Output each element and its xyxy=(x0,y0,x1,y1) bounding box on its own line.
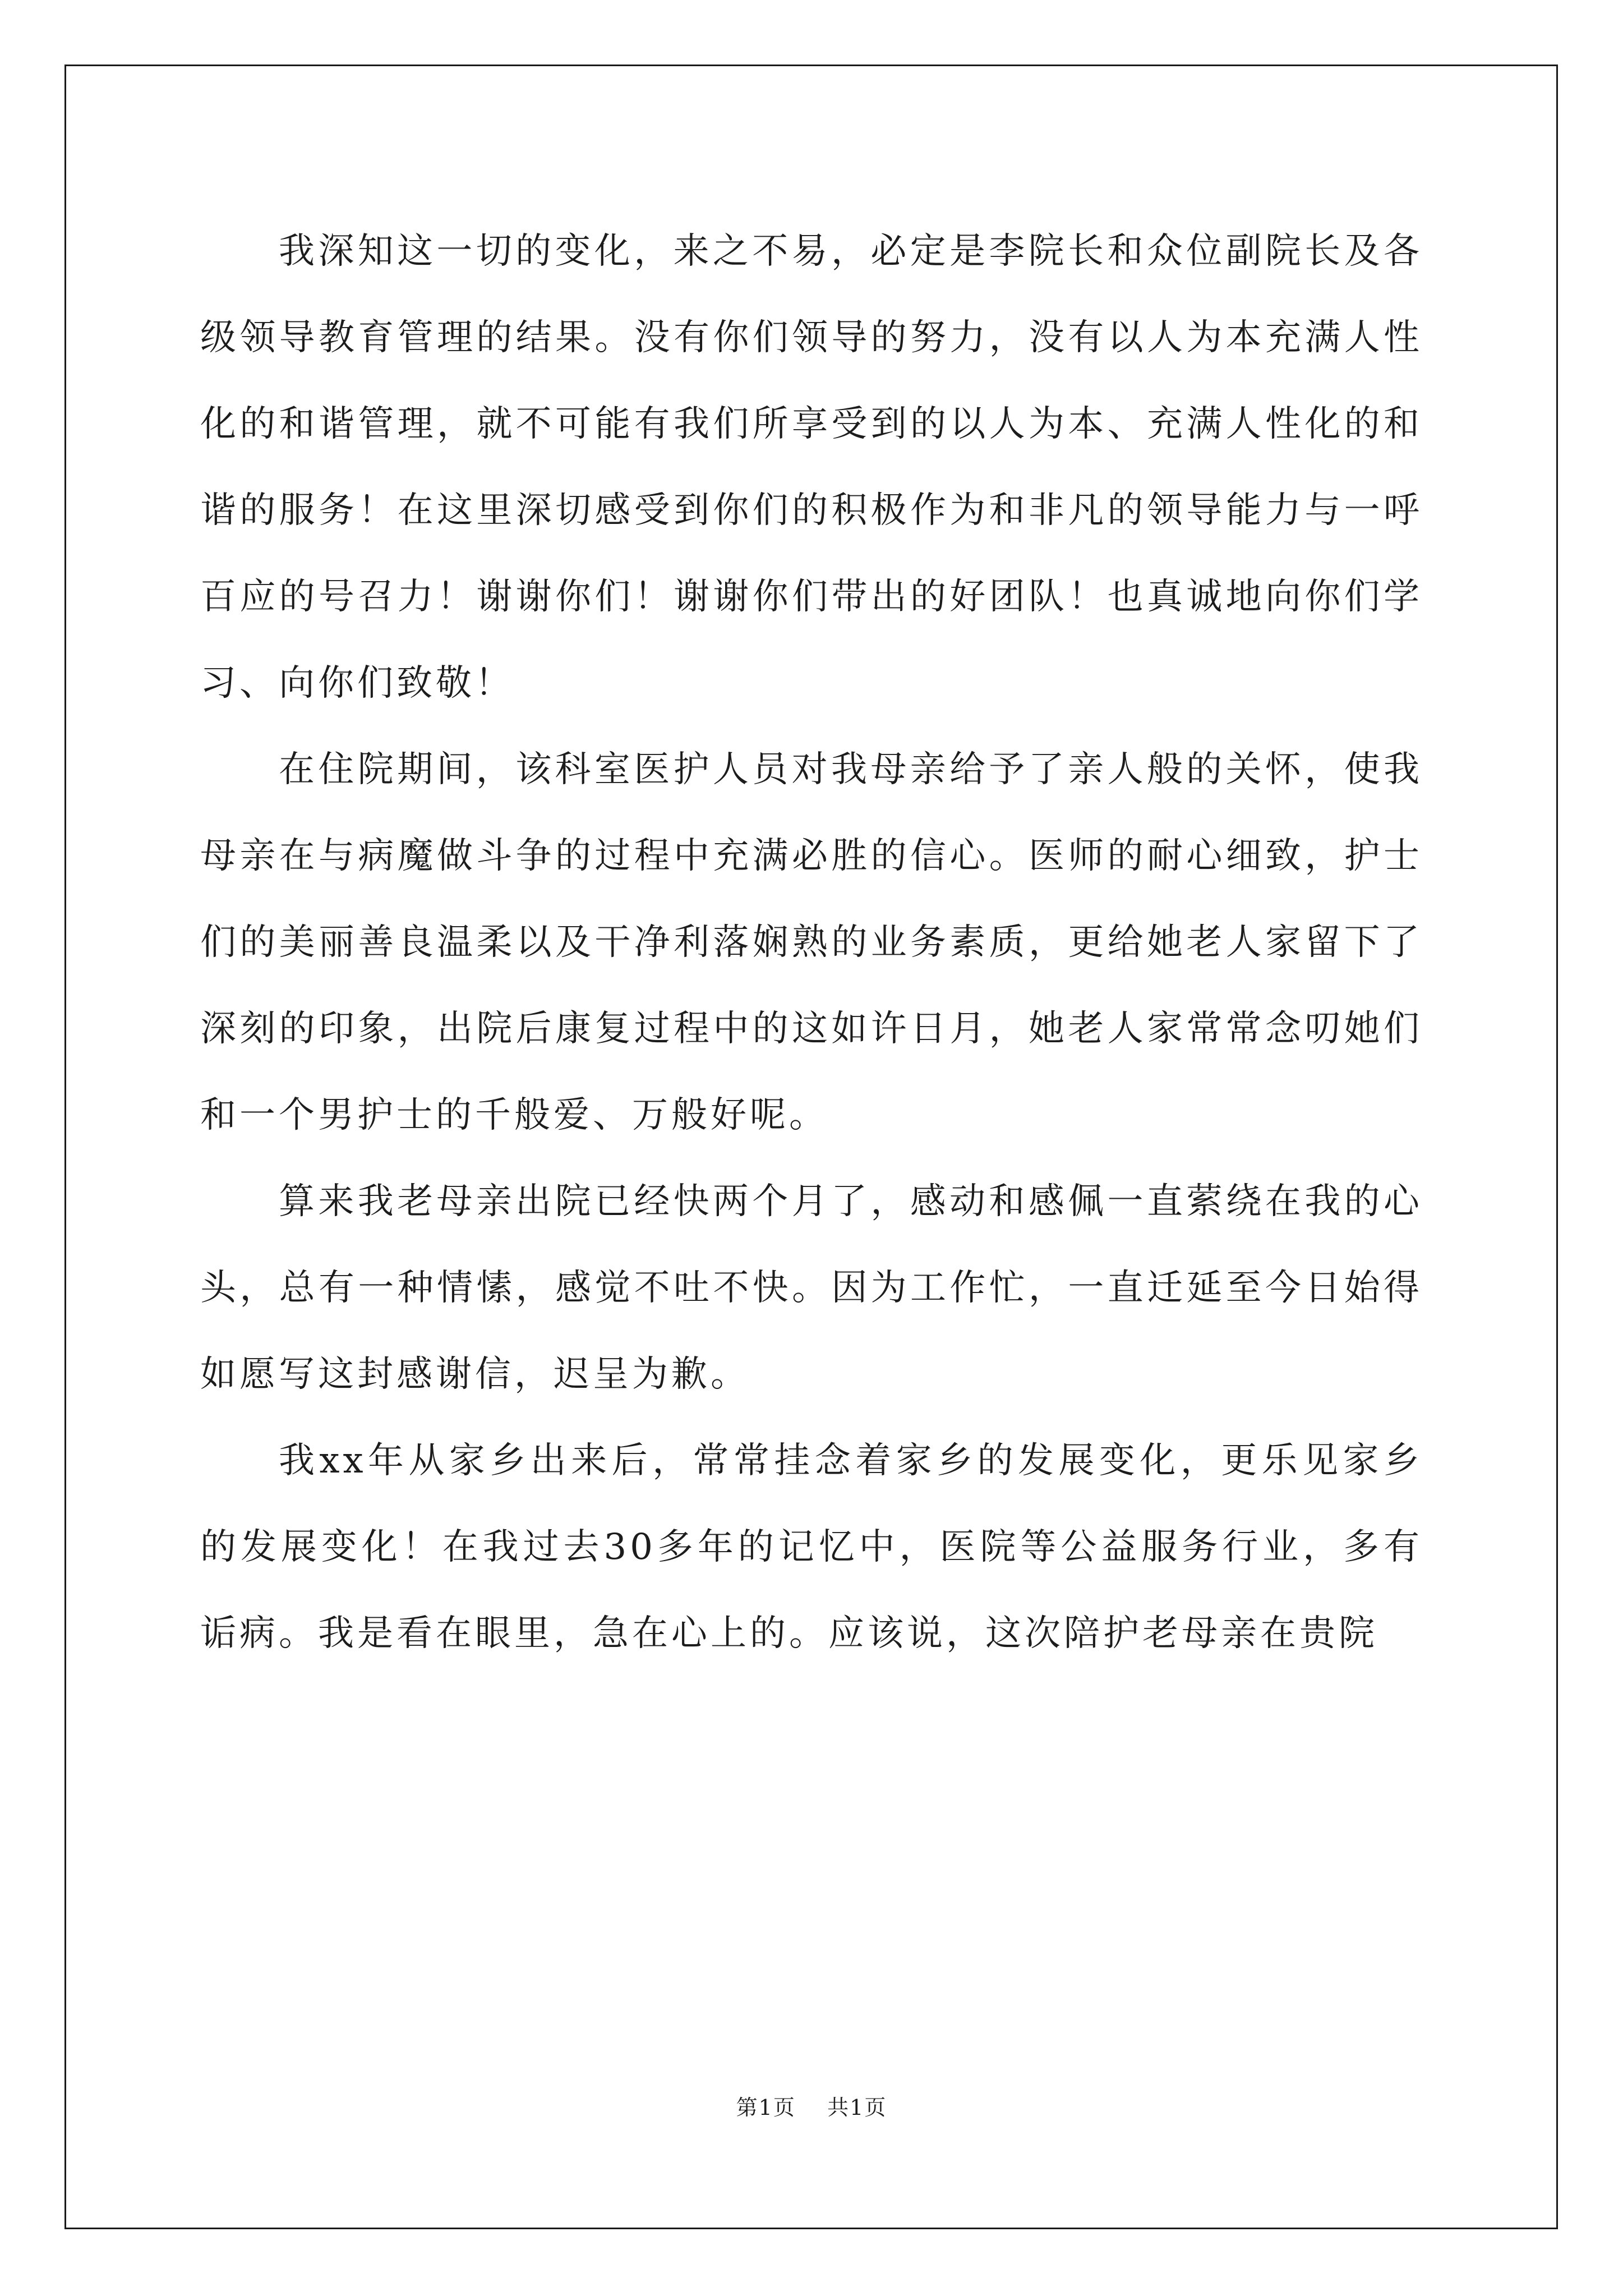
paragraph-2: 在住院期间，该科室医护人员对我母亲给予了亲人般的关怀，使我母亲在与病魔做斗争的过程中充满必胜的信心。医师的耐心细致，护士们的美丽善良温柔以及干净利落娴熟的业务素质，更给她老人家留下了深刻的印象，出院后康复过程中的这如许日月，她老人家常常念叨她们和一个男护士的千般爱、万般好呢。 xyxy=(200,749,1423,1136)
paragraph-1: 我深知这一切的变化，来之不易，必定是李院长和众位副院长及各级领导教育管理的结果。没有你们领导的努力，没有以人为本充满人性化的和谐管理，就不可能有我们所享受到的以人为本、充满人性化的和谐的服务！在这里深切感受到你们的积极作为和非凡的领导能力与一呼百应的号召力！谢谢你们！谢谢你们带出的好团队！也真诚地向你们学习、向你们致敬！ xyxy=(200,231,1423,704)
page-total: 共1页 xyxy=(827,2095,887,2120)
paragraph-4: 我xx年从家乡出来后，常常挂念着家乡的发展变化，更乐见家乡的发展变化！在我过去30多年的记忆中，医院等公益服务行业，多有诟病。我是看在眼里，急在心上的。应该说，这次陪护老母亲在贵院 xyxy=(200,1440,1423,1654)
page-footer xyxy=(0,2090,1623,2121)
page-number: 第1页 xyxy=(736,2095,796,2120)
paragraph-3: 算来我老母亲出院已经快两个月了，感动和感佩一直萦绕在我的心头，总有一种情愫，感觉不吐不快。因为工作忙，一直迁延至今日始得如愿写这封感谢信，迟呈为歉。 xyxy=(200,1181,1423,1395)
document-body xyxy=(200,208,1423,1677)
